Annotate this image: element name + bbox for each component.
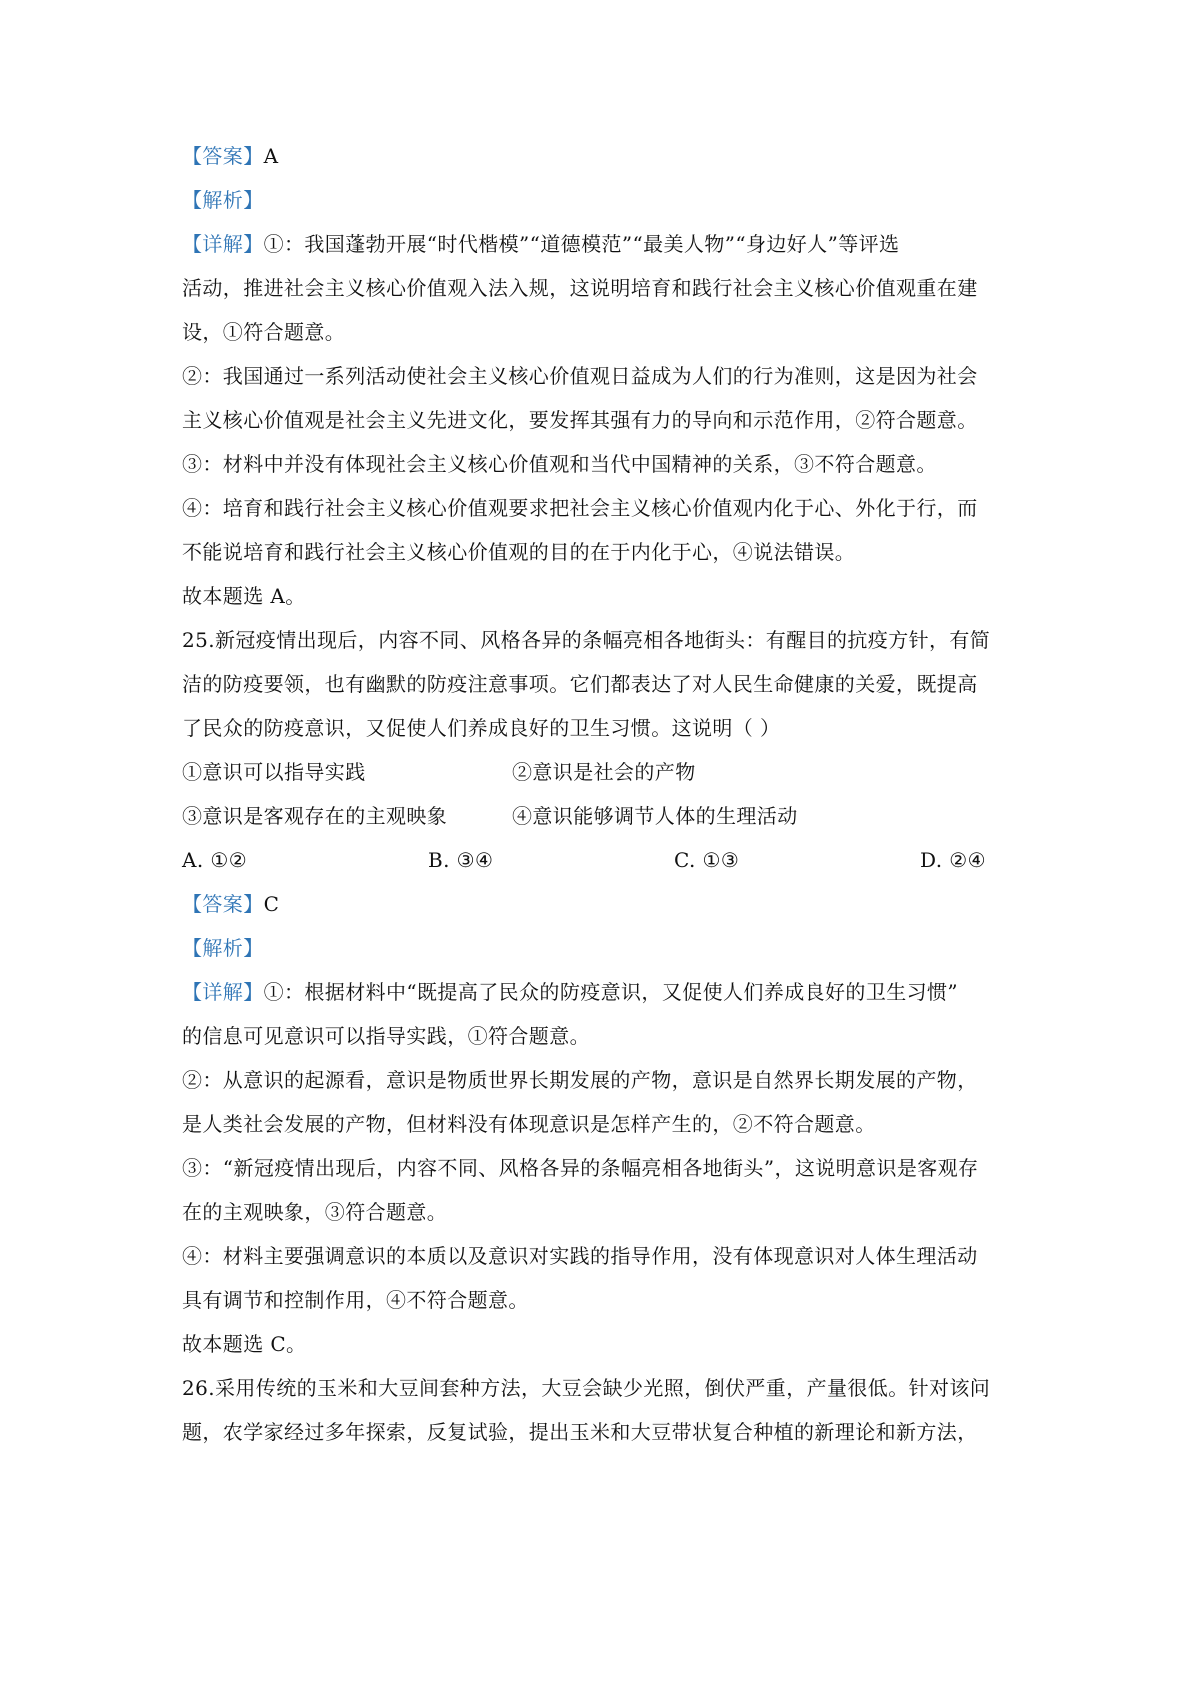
q25-statement-1: ①意识可以指导实践 <box>182 760 366 784</box>
q26-stem-line-1: 26.采用传统的玉米和大豆间套种方法，大豆会缺少光照，倒伏严重，产量很低。针对该问 <box>182 1376 991 1400</box>
q24-detail-line-1 <box>182 230 1022 258</box>
q24-analysis-line <box>182 186 1022 214</box>
q24-detail-line-7: ④：培育和践行社会主义核心价值观要求把社会主义核心价值观内化于心、外化于行，而 <box>182 496 978 520</box>
q24-detail-line-2: 活动，推进社会主义核心价值观入法入规，这说明培育和践行社会主义核心价值观重在建 <box>182 276 978 300</box>
q24-detail-line-3: 设，①符合题意。 <box>182 320 346 344</box>
detail-text: ①：根据材料中“既提高了民众的防疫意识，又促使人们养成良好的卫生习惯” <box>263 980 959 1004</box>
detail-tag: 【详解】 <box>182 980 264 1004</box>
q25-detail-line-3: ②：从意识的起源看，意识是物质世界长期发展的产物，意识是自然界长期发展的产物， <box>182 1068 978 1092</box>
q25-detail-line-2: 的信息可见意识可以指导实践，①符合题意。 <box>182 1024 590 1048</box>
q25-detail-line-4: 是人类社会发展的产物，但材料没有体现意识是怎样产生的，②不符合题意。 <box>182 1112 876 1136</box>
q25-detail-line-8: 具有调节和控制作用，④不符合题意。 <box>182 1288 529 1312</box>
q25-detail-line-1 <box>182 978 1022 1006</box>
analysis-tag: 【解析】 <box>182 188 264 212</box>
q25-stem-line-2: 洁的防疫要领，也有幽默的防疫注意事项。它们都表达了对人民生命健康的关爱，既提高 <box>182 672 978 696</box>
q25-answer-line <box>182 890 1022 918</box>
answer-tag: 【答案】 <box>182 892 264 916</box>
q25-conclusion: 故本题选 C。 <box>182 1332 307 1356</box>
q25-analysis-line <box>182 934 1022 962</box>
q24-detail-line-5: 主义核心价值观是社会主义先进文化，要发挥其强有力的导向和示范作用，②符合题意。 <box>182 408 978 432</box>
q25-statement-3: ③意识是客观存在的主观映象 <box>182 804 448 828</box>
q24-detail-line-6: ③：材料中并没有体现社会主义核心价值观和当代中国精神的关系，③不符合题意。 <box>182 452 937 476</box>
q25-statement-2: ②意识是社会的产物 <box>512 760 696 784</box>
q25-choice-a: A. ①② <box>182 848 248 872</box>
answer-value: A <box>263 144 279 168</box>
q24-answer-line <box>182 142 1022 170</box>
analysis-tag: 【解析】 <box>182 936 264 960</box>
q25-detail-line-6: 在的主观映象，③符合题意。 <box>182 1200 448 1224</box>
answer-value: C <box>263 892 280 916</box>
answer-tag: 【答案】 <box>182 144 264 168</box>
q26-stem-line-2: 题，农学家经过多年探索，反复试验，提出玉米和大豆带状复合种植的新理论和新方法， <box>182 1420 978 1444</box>
q25-statement-4: ④意识能够调节人体的生理活动 <box>512 804 798 828</box>
q25-detail-line-5: ③：“新冠疫情出现后，内容不同、风格各异的条幅亮相各地街头”，这说明意识是客观存 <box>182 1156 979 1180</box>
q25-choice-c: C. ①③ <box>674 848 740 872</box>
q25-choice-b: B. ③④ <box>428 848 494 872</box>
q24-detail-line-8: 不能说培育和践行社会主义核心价值观的目的在于内化于心，④说法错误。 <box>182 540 856 564</box>
q24-detail-line-4: ②：我国通过一系列活动使社会主义核心价值观日益成为人们的行为准则，这是因为社会 <box>182 364 978 388</box>
detail-tag: 【详解】 <box>182 232 264 256</box>
q24-conclusion: 故本题选 A。 <box>182 584 306 608</box>
q25-stem-line-3: 了民众的防疫意识，又促使人们养成良好的卫生习惯。这说明（ ） <box>182 716 781 740</box>
q25-detail-line-7: ④：材料主要强调意识的本质以及意识对实践的指导作用，没有体现意识对人体生理活动 <box>182 1244 978 1268</box>
q25-choice-d: D. ②④ <box>920 848 986 872</box>
detail-text: ①：我国蓬勃开展“时代楷模”“道德模范”“最美人物”“身边好人”等评选 <box>263 232 900 256</box>
q25-stem-line-1: 25.新冠疫情出现后，内容不同、风格各异的条幅亮相各地街头：有醒目的抗疫方针，有简 <box>182 628 991 652</box>
